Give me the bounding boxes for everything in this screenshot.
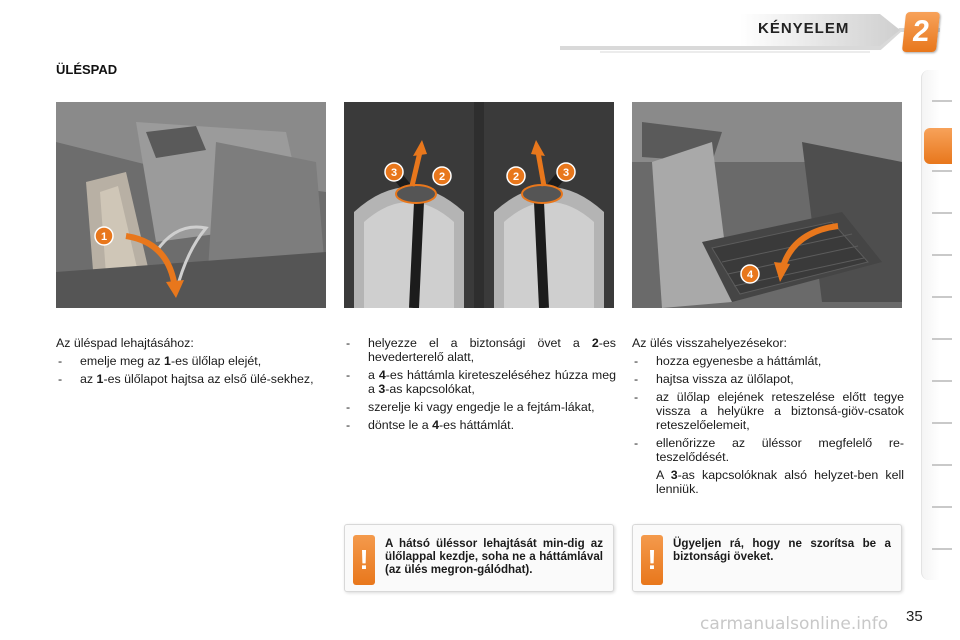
list-item: - emelje meg az 1-es ülőlap elejét,	[58, 354, 262, 368]
list-item: - az ülőlap elejének reteszelése előtt tegye vissza a helyükre a biztonsá-giöv-csatok reteszelőelemeit,	[634, 390, 904, 432]
column-belt-instructions	[344, 336, 616, 436]
list-dash: -	[58, 372, 63, 386]
list-dash: -	[346, 368, 351, 382]
warning-text: Ügyeljen rá, hogy ne szorítsa be a biztonsági öveket.	[673, 537, 891, 563]
callout-badge	[507, 167, 525, 185]
pull-arrow-icon	[538, 152, 544, 186]
lift-arrow-icon	[126, 236, 174, 282]
list-dash: -	[346, 336, 351, 350]
chapter-tab-marker[interactable]	[932, 212, 952, 214]
svg-text:1: 1	[100, 231, 108, 243]
callout-badge	[741, 265, 759, 283]
chapter-tab-marker[interactable]	[932, 170, 952, 172]
arrow-head-icon	[774, 262, 790, 282]
switch-position-note: A 3-as kapcsolóknak alsó helyzet-ben kell lenniük.	[656, 468, 904, 496]
callout-badge	[385, 163, 403, 181]
arrow-head-icon	[166, 280, 184, 298]
step-list	[344, 336, 616, 432]
chapter-tab-marker[interactable]	[932, 548, 952, 550]
fold-arrow-icon	[782, 226, 838, 270]
chapter-tab-marker[interactable]	[932, 100, 952, 102]
photo-seat-belt-guides	[344, 102, 614, 308]
list-item: - helyezze el a biztonsági övet a 2-es hevederterelő alatt,	[346, 336, 616, 364]
list-item: - a 4-es háttámla kireteszeléséhez húzza meg a 3-as kapcsolókat,	[346, 368, 616, 396]
chapter-tab-marker[interactable]	[932, 296, 952, 298]
list-dash: -	[58, 354, 63, 368]
chapter-tab-marker[interactable]	[932, 422, 952, 424]
step-list	[632, 354, 904, 464]
active-chapter-tab[interactable]	[924, 128, 952, 164]
column-fold-instructions	[56, 336, 328, 390]
list-item: - szerelje ki vagy engedje le a fejtám-lákat,	[346, 400, 595, 414]
list-item: - hajtsa vissza az ülőlapot,	[634, 372, 794, 386]
list-dash: -	[634, 390, 639, 404]
warning-box-seat-belts	[632, 524, 902, 592]
section-title: ÜLÉSPAD	[56, 62, 118, 77]
photo-seat-cushion-lift	[56, 102, 326, 308]
svg-text:2: 2	[438, 171, 446, 183]
column-restore-instructions	[632, 336, 904, 500]
svg-text:3: 3	[390, 167, 398, 179]
chapter-tab-marker[interactable]	[932, 254, 952, 256]
chapter-number-badge: 2	[902, 12, 940, 52]
warning-text: A hátsó üléssor lehajtását min-dig az ülőlappal kezdje, soha ne a háttámlával (az ülés megron-gálódhat).	[385, 537, 603, 576]
list-item: - ellenőrizze az üléssor megfelelő re-teszelődését.	[634, 436, 904, 464]
column-intro: Az üléspad lehajtásához:	[56, 336, 194, 350]
chapter-title: KÉNYELEM	[758, 20, 850, 37]
watermark: carmanualsonline.info	[700, 614, 889, 634]
warning-exclamation-icon: !	[353, 535, 375, 585]
list-dash: -	[634, 372, 639, 386]
warning-box-fold-order	[344, 524, 614, 592]
column-intro: Az ülés visszahelyezésekor:	[632, 336, 787, 350]
warning-exclamation-icon: !	[641, 535, 663, 585]
list-item: - döntse le a 4-es háttámlát.	[346, 418, 515, 432]
list-item: - hozza egyenesbe a háttámlát,	[634, 354, 822, 368]
svg-text:4: 4	[746, 269, 754, 281]
callout-badge	[433, 167, 451, 185]
svg-text:2: 2	[512, 171, 520, 183]
list-dash: -	[634, 354, 639, 368]
step-list	[56, 354, 328, 386]
chapter-tab-marker[interactable]	[932, 464, 952, 466]
chapter-tab-marker[interactable]	[932, 338, 952, 340]
callout-layer	[56, 102, 326, 308]
callout-layer	[344, 102, 614, 308]
chapter-tab-marker[interactable]	[932, 380, 952, 382]
list-dash: -	[346, 418, 351, 432]
callout-layer	[632, 102, 902, 308]
list-dash: -	[346, 400, 351, 414]
callout-badge	[95, 227, 113, 245]
photo-seat-folded	[632, 102, 902, 308]
callout-badge	[557, 163, 575, 181]
list-dash: -	[634, 436, 639, 450]
svg-text:3: 3	[562, 167, 570, 179]
chapter-tab-marker[interactable]	[932, 506, 952, 508]
page-header	[0, 0, 960, 60]
list-item: - az 1-es ülőlapot hajtsa az első ülé-sekhez,	[58, 372, 314, 386]
pull-arrow-icon	[412, 152, 420, 186]
arrow-head-icon	[413, 140, 427, 156]
arrow-head-icon	[531, 140, 545, 156]
page-number: 35	[906, 608, 923, 625]
